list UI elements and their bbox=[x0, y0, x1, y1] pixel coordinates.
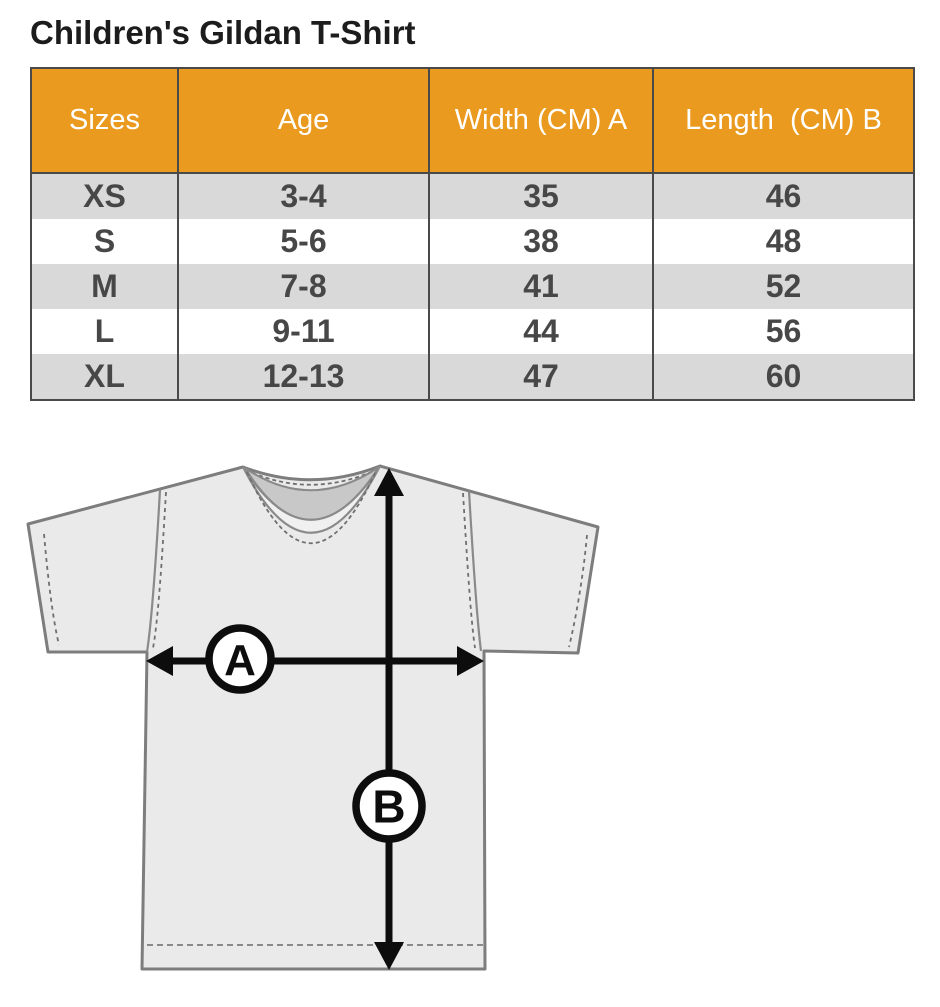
size-chart-header-row bbox=[31, 68, 914, 173]
cell-width: 41 bbox=[429, 264, 653, 309]
cell-age: 7-8 bbox=[178, 264, 429, 309]
tshirt-measurement-diagram bbox=[0, 440, 940, 1007]
cell-length: 48 bbox=[653, 219, 914, 264]
cell-age: 3-4 bbox=[178, 173, 429, 219]
header-length: Length (CM) B bbox=[653, 68, 914, 173]
length-marker bbox=[356, 773, 422, 839]
header-width: Width (CM) A bbox=[429, 68, 653, 173]
cell-width: 35 bbox=[429, 173, 653, 219]
cell-size: XL bbox=[84, 358, 125, 394]
size-chart-table bbox=[30, 67, 915, 401]
cell-size: L bbox=[94, 313, 115, 349]
length-marker-label: B bbox=[372, 780, 406, 833]
cell-width: 44 bbox=[429, 309, 653, 354]
tshirt-silhouette bbox=[28, 466, 598, 969]
cell-length: 52 bbox=[653, 264, 914, 309]
cell-width: 47 bbox=[429, 354, 653, 400]
table-row bbox=[31, 219, 914, 264]
cell-size: S bbox=[93, 223, 116, 259]
cell-size: XS bbox=[83, 178, 126, 214]
width-marker-label: A bbox=[224, 635, 256, 685]
cell-width: 38 bbox=[429, 219, 653, 264]
header-sizes: Sizes bbox=[31, 68, 178, 173]
table-row bbox=[31, 173, 914, 219]
cell-length: 60 bbox=[653, 354, 914, 400]
cell-length: 46 bbox=[653, 173, 914, 219]
cell-length: 56 bbox=[653, 309, 914, 354]
table-row bbox=[31, 264, 914, 309]
cell-age: 12-13 bbox=[178, 354, 429, 400]
cell-size: M bbox=[91, 268, 118, 304]
cell-age: 9-11 bbox=[178, 309, 429, 354]
width-marker bbox=[209, 628, 271, 690]
header-age: Age bbox=[178, 68, 429, 173]
table-row bbox=[31, 309, 914, 354]
page-title: Children's Gildan T-Shirt bbox=[30, 14, 416, 51]
cell-age: 5-6 bbox=[178, 219, 429, 264]
table-row bbox=[31, 354, 914, 400]
